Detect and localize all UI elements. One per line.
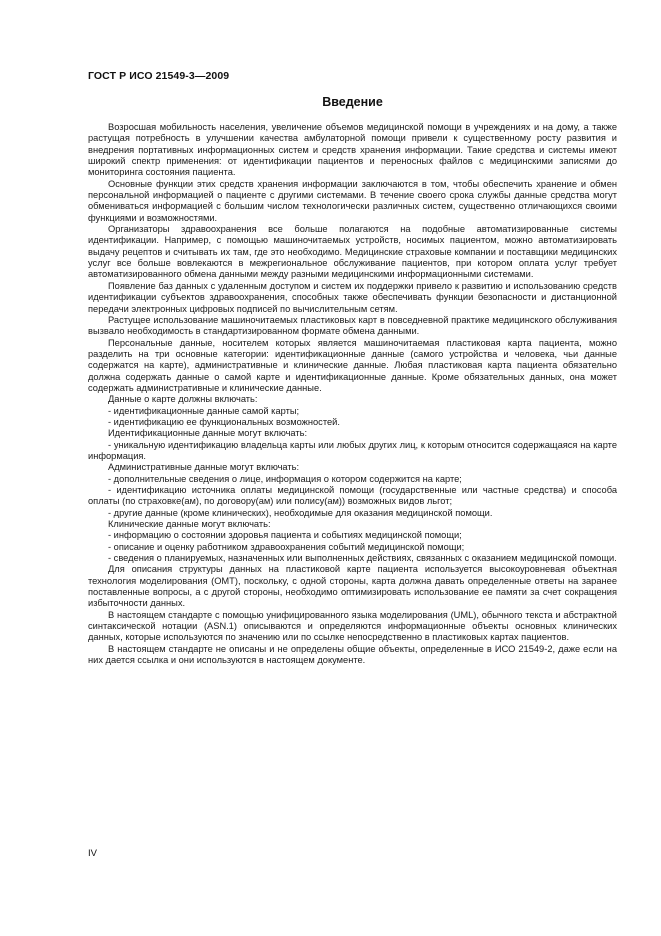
paragraph: Возросшая мобильность населения, увеличение объемов медицинской помощи в учреждениях и на дому, а также растущая потребность в улучшении качества амбулаторной помощи привели к существенному росту развития и внедрения портативных информационных систем и средств хранения информации. Такие средства и системы имеют широкий спектр применения: от идентификации пациентов и переносных файлов с медицинскими записями до мониторинга состояния пациента.: [88, 122, 617, 178]
paragraph: Персональные данные, носителем которых является машиночитаемая пластиковая карта пациента, можно разделить на три основные категории: идентификационные данные (самого устройства и человека, чьи данные содержатся на карте), административные и клинические данные. Любая пластиковая карта пациента обязательно должна содержать данные о самой карте и идентификационные данные. Кроме обязательных данных, она может содержать административные и клинические данные.: [88, 337, 617, 393]
list-item: - дополнительные сведения о лице, информация о котором содержится на карте;: [108, 473, 462, 484]
paragraph: В настоящем стандарте с помощью унифицированного языка моделирования (UML), обычного текста и абстрактной синтаксической нотации (ASN.1) описываются и определяются информационные объекты основных клинических данных, которые используются по значению или по ссылке непосредственно в пластиковых картах пациентов.: [88, 609, 617, 643]
paragraph: Административные данные могут включать:: [108, 462, 300, 473]
list-item: - идентификацию ее функциональных возможностей.: [108, 416, 340, 427]
paragraph: Клинические данные могут включать:: [108, 519, 271, 530]
page-number: IV: [88, 848, 97, 859]
list-item: - информацию о состоянии здоровья пациента и событиях медицинской помощи;: [108, 530, 462, 541]
paragraph: Данные о карте должны включать:: [108, 394, 258, 405]
paragraph: Основные функции этих средств хранения информации заключаются в том, чтобы обеспечить хранение и обмен персональной информацией о пациенте с другими системами. В течение своего срока службы данные средства могут обмениваться информацией с большим числом технологически различных систем, существенно отличающихся своими функциями и возможностями.: [88, 178, 617, 223]
list-item: - описание и оценку работником здравоохранения событий медицинской помощи;: [108, 541, 465, 552]
paragraph: Появление баз данных с удаленным доступом и систем их поддержки привело к развитию и использованию средств идентификации субъектов здравоохранения, способных также обеспечивать функции безопасности и дистанционной передачи электронных цифровых подписей по вычислительным сетям.: [88, 280, 617, 314]
list-item: - уникальную идентификацию владельца карты или любых других лиц, к которым относится содержащаяся на карте информация.: [88, 439, 617, 461]
paragraph: В настоящем стандарте не описаны и не определены общие объекты, определенные в ИСО 21549-2, даже если на них дается ссылка и они используются в настоящем документе.: [88, 643, 617, 666]
list-item: - другие данные (кроме клинических), необходимые для оказания медицинской помощи.: [108, 507, 493, 518]
paragraph: Организаторы здравоохранения все больше полагаются на подобные автоматизированные системы идентификации. Например, с помощью машиночитаемых устройств, носимых пациентом, можно автоматизировать выдачу рецептов и считывать их там, где это необходимо. Медицинские страховые компании и поставщики медицинских услуг все больше вовлекаются в межрегиональное обслуживание пациентов, при котором оплата услуг требует автоматизированного обмена данными между разными медицинскими информационными системами.: [88, 224, 617, 280]
list-item: - идентификационные данные самой карты;: [108, 405, 300, 416]
paragraph: Идентификационные данные могут включать:: [108, 428, 308, 439]
paragraph: Для описания структуры данных на пластиковой карте пациента используется высокоуровневая объектная технология моделирования (ОМТ), поскольку, с одной стороны, карта должна давать определенные ответы на заранее поставленные вопросы, а с другой стороны, необходимо оптимизировать использование ее памяти за счет сокращения избыточности данных.: [88, 564, 617, 609]
paragraph: Растущее использование машиночитаемых пластиковых карт в повседневной практике медицинского обслуживания вызвало необходимость в стандартизированном формате обмена данными.: [88, 314, 617, 337]
document-body: [88, 122, 617, 667]
list-item: - идентификацию источника оплаты медицинской помощи (государственные или частные средства) и способа оплаты (по страховке(ам), по договору(ам) или полису(ам)) возможных видов льгот;: [88, 485, 617, 507]
section-title: Введение: [322, 95, 383, 109]
document-header: ГОСТ Р ИСО 21549-3—2009: [88, 70, 230, 82]
list-item: - сведения о планируемых, назначенных или выполненных действиях, связанных с оказанием медицинской помощи.: [108, 553, 617, 564]
